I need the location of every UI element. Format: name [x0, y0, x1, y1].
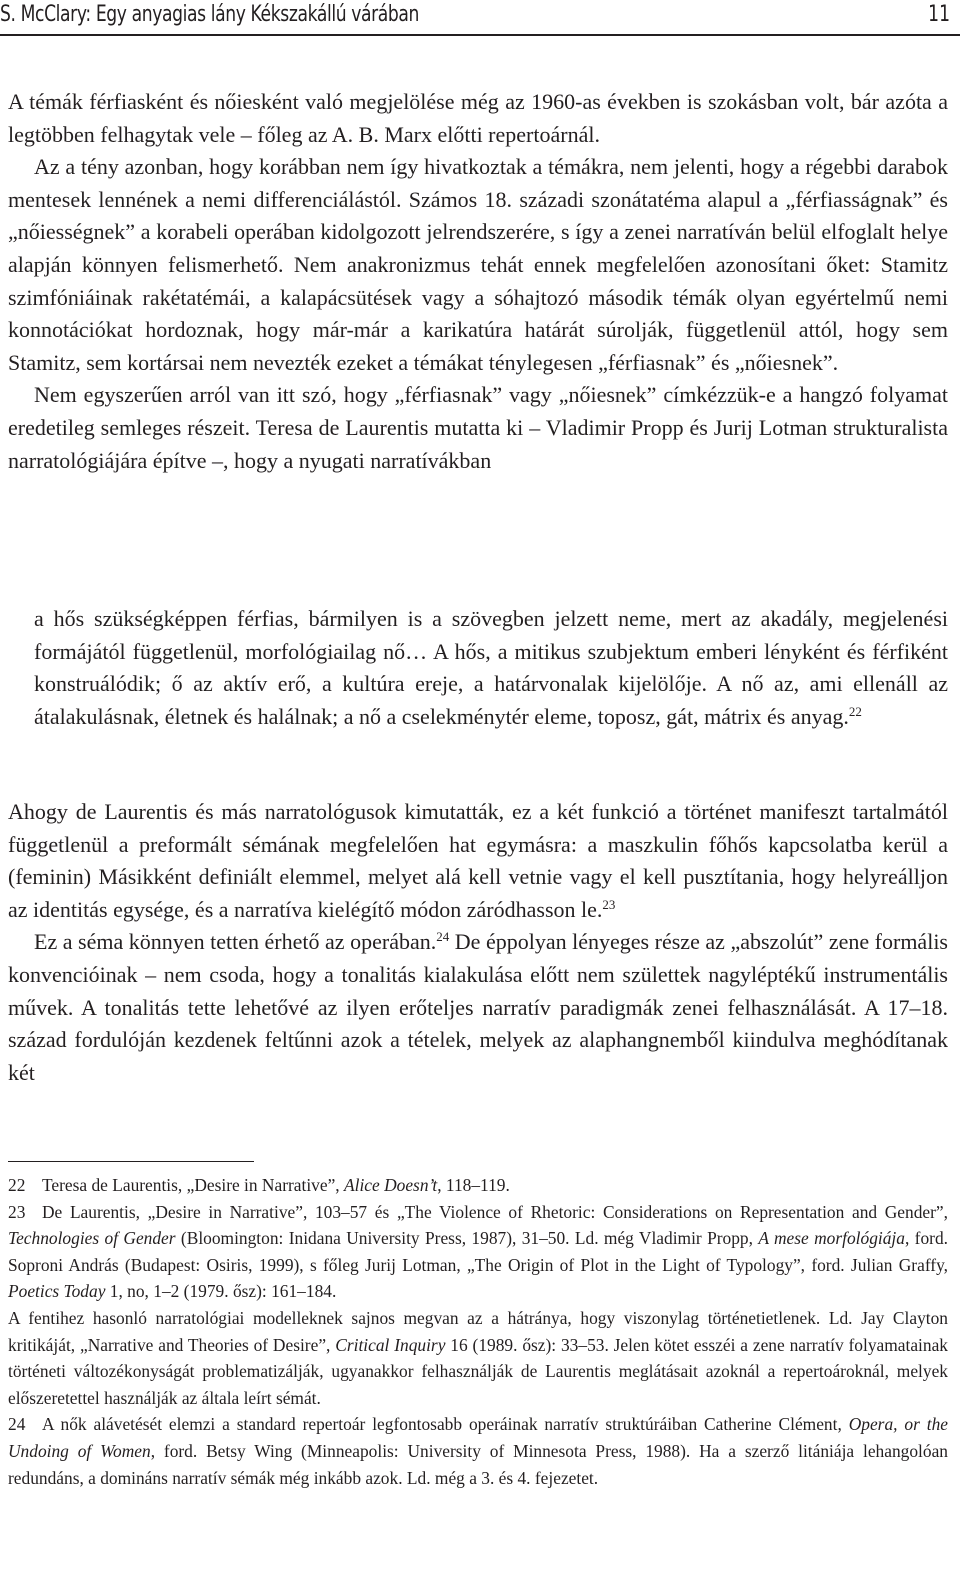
footnotes: [8, 1172, 948, 1491]
footnote-23: [8, 1199, 948, 1305]
footnote-24: [8, 1411, 948, 1491]
paragraph-5-rest: De éppolyan lényeges része az „abszolút” zene formális konvencióinak – nem csoda, hogy a tonalitás kialakulása előtt nem születtek nagyléptékű instrumentális művek. A tonalitás tette lehetővé az ilyen erőteljes narratív paradigmák zenei felhasználását. A 17–18. század fordulóján kezdenek feltűnni azok a tételek, melyek az alaphangnemből kiindulva meghódítanak két: [8, 929, 948, 1085]
page-number: 11: [928, 2, 950, 27]
footnote-text: Teresa de Laurentis, „Desire in Narrative”,: [42, 1175, 345, 1195]
paragraph-5-start: Ez a séma könnyen tetten érhető az operában.: [34, 929, 437, 955]
footnote-text: , ford. Betsy Wing (Minneapolis: University of Minnesota Press, 1988). Ha a szerző litániája lehangolóan redundáns, a domináns narratív sémák még inkább azok. Ld. még a 3. és 4. fejezetet.: [8, 1440, 948, 1488]
footnote-number: 23: [8, 1201, 26, 1222]
footnote-22: [8, 1172, 948, 1199]
footnote-title: Technologies of Gender: [8, 1228, 176, 1249]
paragraph-3: Nem egyszerűen arról van itt szó, hogy „férfiasnak” vagy „nőiesnek” címkézzük-e a hangzó folyamat eredetileg semleges részeit. Teresa de Laurentis mutatta ki – Vladimir Propp és Jurij Lotman strukturalista narratológiájára építve –, hogy a nyugati narratívákban: [8, 382, 948, 473]
footnote-text: , 118–119.: [437, 1175, 510, 1195]
running-header: [0, 0, 960, 34]
footnote-23-continued: [8, 1305, 948, 1411]
footnote-title: Critical Inquiry: [335, 1334, 446, 1355]
footnote-text: A fentihez hasonló narratológiai modelleknek sajnos megvan az a hátránya, hogy viszonylag történetietlenek. Ld. Jay Clayton kritikáját, „Narrative and Theories of Desire”,: [8, 1307, 948, 1355]
block-quote: [34, 603, 948, 733]
footnote-title: Poetics Today: [8, 1281, 106, 1302]
main-text-continued: [8, 796, 948, 1089]
footnote-text: (Bloomington: Inidana University Press, 1987), 31–50. Ld. még Vladimir Propp,: [175, 1228, 759, 1249]
footnote-text: 1, no, 1–2 (1979. ősz): 161–184.: [105, 1281, 337, 1302]
footnote-ref-23[interactable]: 23: [602, 896, 616, 912]
footnote-text: 16 (1989. ősz): 33–53. Jelen kötet esszéi a zene narratív folyamatainak történeti változékonyságát problematizálják, ugyanakkor felhasználják de Laurentis meglátásait azoknál a repertoároknál, melyek előszeretettel használják az általa leírt sémát.: [8, 1334, 948, 1408]
running-title: S. McClary: Egy anyagias lány Kékszakállú várában: [0, 2, 420, 27]
paragraph-2: Az a tény azonban, hogy korábban nem így hivatkoztak a témákra, nem jelenti, hogy a régebbi darabok mentesek lennének a nemi differenciálástól. Számos 18. századi szonátatéma alapul a „férfiasságnak” és „nőiességnek” a korabeli operában kidolgozott jelrendszerére, s így a zenei narratíván belül elfoglalt helye alapján könnyen felismerhető. Nem anakronizmus tehát ennek megfelelően azonosítani őket: Stamitz szimfóniáinak rakétatémái, a kalapácsütések vagy a sóhajtozó második témák olyan egyértelmű nemi konnotációkat hordoznak, hogy már-már a karikatúra határát súrolják, függetlenül attól, hogy sem Stamitz, sem kortársai nem nevezték ezeket a témákat ténylegesen „férfiasnak” és „nőiesnek”.: [8, 154, 948, 375]
footnote-text: A nők alávetését elemzi a standard repertoár legfontosabb operáinak narratív struktúráiban Catherine Clément,: [42, 1414, 849, 1435]
paragraph-1: A témák férfiasként és nőiesként való megjelölése még az 1960-as években is szokásban volt, bár azóta a legtöbben felhagytak vele – főleg az A. B. Marx előtti repertoárnál.: [8, 89, 948, 147]
footnote-text: De Laurentis, „Desire in Narrative”, 103–57 és „The Violence of Rhetoric: Considerations on Representation and Gender”,: [42, 1201, 948, 1222]
header-rule: [0, 34, 960, 36]
footnote-text: , ford. Soproni András (Budapest: Osiris, 1999), s főleg Jurij Lotman, „The Origin of Plot in the Light of Typology”, ford. Julian Graffy,: [8, 1228, 948, 1275]
footnote-rule: [8, 1161, 254, 1162]
footnote-title: Alice Doesn’t: [344, 1175, 438, 1195]
paragraph-4: Ahogy de Laurentis és más narratológusok kimutatták, ez a két funkció a történet manifeszt tartalmától függetlenül a preformált sémának megfelelően hat egymásra: a maszkulin főhős kapcsolatba kerül a (feminin) Másikként definiált elemmel, melyet alá kell vetnie vagy el kell pusztítania, hogy helyreálljon az identitás egysége, és a narratíva kielégítő módon záródhasson le.: [8, 799, 948, 922]
footnote-title: A mese morfológiája: [758, 1228, 905, 1249]
footnote-title: Opera, or the Undoing of Women: [8, 1414, 948, 1461]
footnote-number: 22: [8, 1175, 26, 1195]
quote-text: a hős szükségképpen férfias, bármilyen is a szövegben jelzett neme, mert az akadály, megjelenési formájától függetlenül, morfológiailag nő… A hős, a mitikus szubjektum emberi lényként és férfiként konstruálódik; ő az aktív erő, a kultúra ereje, a határvonalak kijelölője. A nő az, ami ellenáll az átalakulásnak, életnek és halálnak; a nő a cselekménytér eleme, toposz, gát, mátrix és anyag.: [34, 606, 948, 729]
footnote-ref-24[interactable]: 24: [436, 929, 450, 945]
footnote-number: 24: [8, 1414, 26, 1435]
main-text: [8, 86, 948, 477]
footnote-ref-22[interactable]: 22: [848, 703, 862, 719]
